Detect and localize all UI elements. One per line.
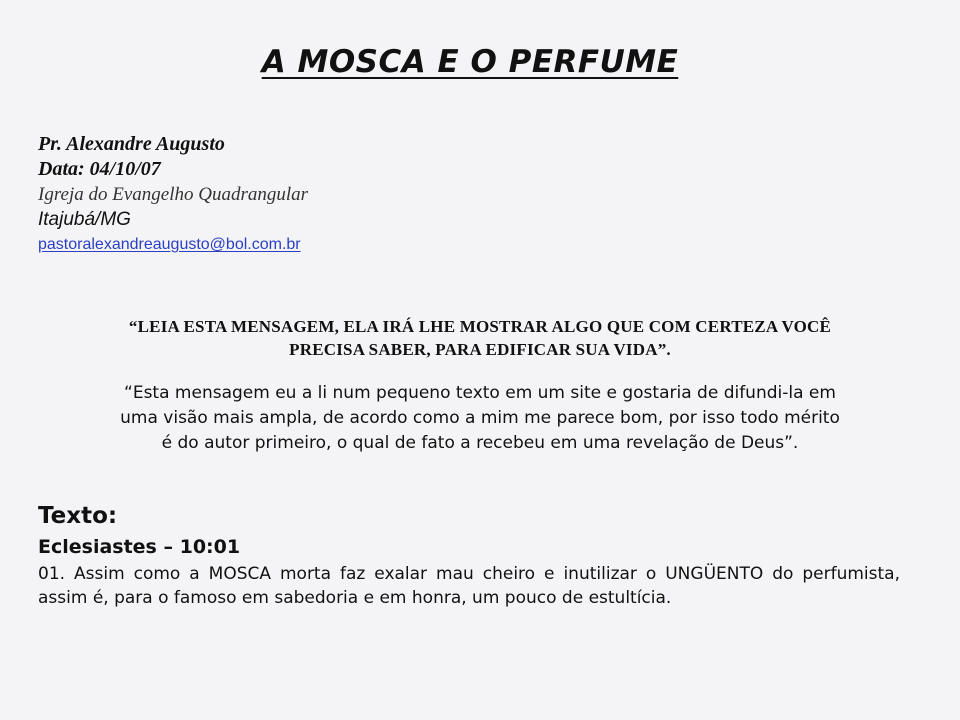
city-name: Itajubá/MG (38, 209, 131, 230)
callout-line: PRECISA SABER, PARA EDIFICAR SUA VIDA”. (289, 340, 671, 359)
church-name: Igreja do Evangelho Quadrangular (38, 184, 309, 205)
scripture-verse: 01. Assim como a MOSCA morta faz exalar mau cheiro e inutilizar o UNGÜENTO do perfumista, assim é, para o famoso em sabedoria e em honra, um pouco de estultícia. (38, 564, 900, 608)
intro-paragraph (30, 381, 930, 456)
document-date: Data: 04/10/07 (38, 158, 161, 180)
callout-message (40, 315, 920, 361)
email-link[interactable]: pastoralexandreaugusto@bol.com.br (38, 236, 301, 253)
intro-line: uma visão mais ampla, de acordo como a mim me parece bom, por isso todo mérito (120, 408, 840, 428)
intro-line: é do autor primeiro, o qual de fato a recebeu em uma revelação de Deus”. (161, 433, 799, 453)
author-name: Pr. Alexandre Augusto (38, 133, 225, 155)
scripture-reference: Eclesiastes – 10:01 (38, 536, 241, 558)
author-block (38, 132, 308, 257)
scripture-heading: Texto: (38, 503, 118, 529)
document-title: A MOSCA E O PERFUME (261, 44, 679, 80)
callout-line: “LEIA ESTA MENSAGEM, ELA IRÁ LHE MOSTRAR ALGO QUE COM CERTEZA VOCÊ (128, 317, 832, 336)
intro-line: “Esta mensagem eu a li num pequeno texto em um site e gostaria de difundi-la em (124, 383, 836, 403)
